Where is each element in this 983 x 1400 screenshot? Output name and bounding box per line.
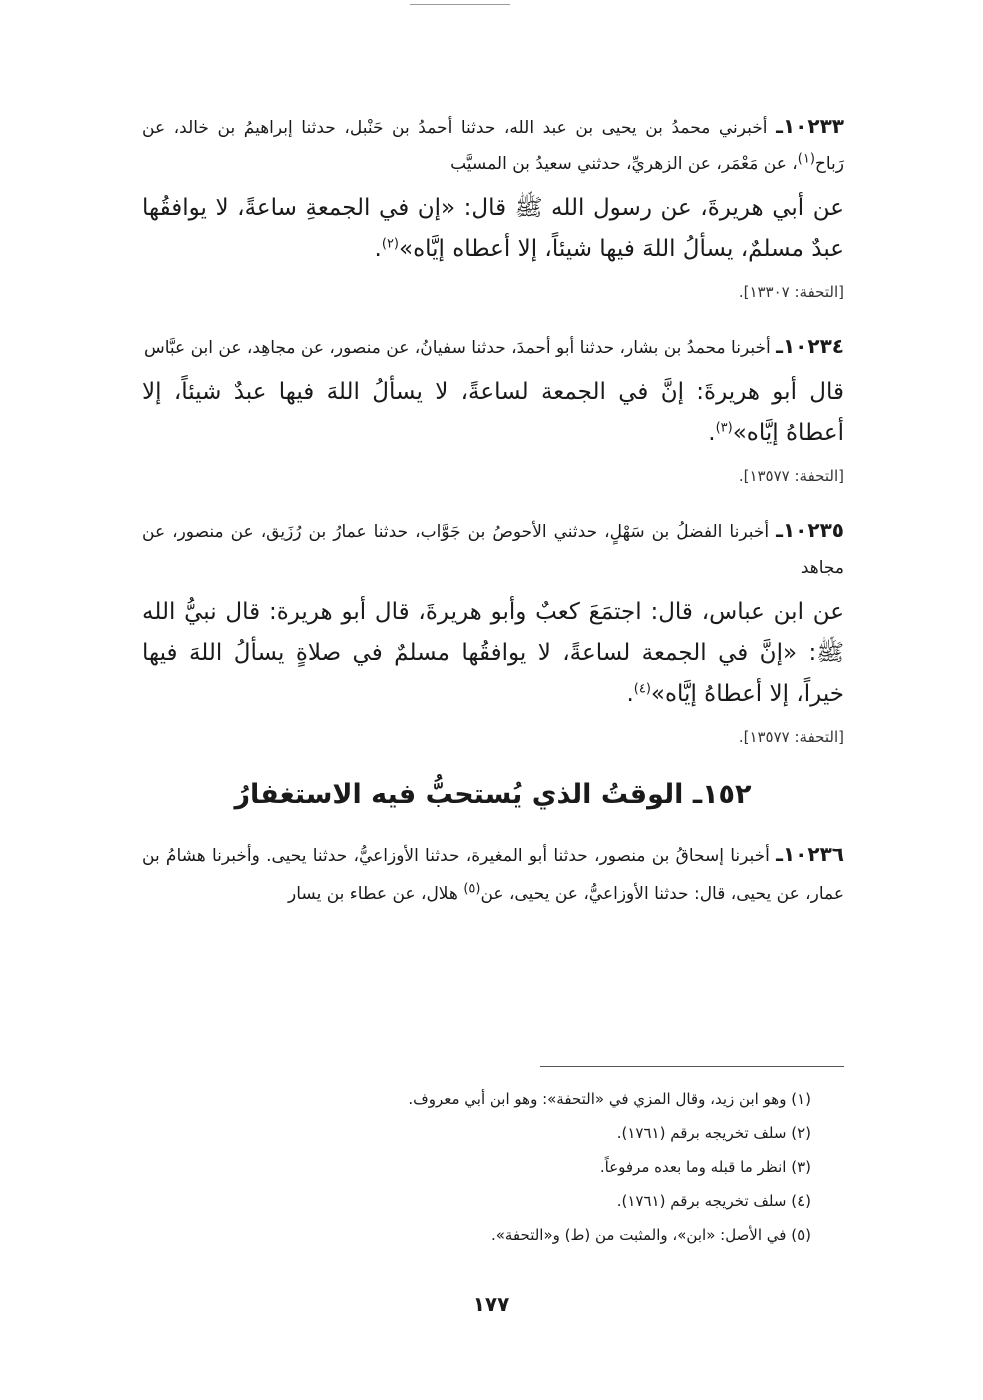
hadith-matn: عن ابن عباس، قال: اجتمَعَ كعبٌ وأبو هريرةَ، قال أبو هريرة: قال نبيُّ الله ﷺ: «إنَّ في الجمعة لساعةً، لا يوافقُها مسلمٌ في صلاةٍ يسألُ اللهَ فيها خيراً، إلا أعطاهُ إيَّاه»$^{(٤)}$. bbox=[142, 599, 844, 707]
matn-text: عن أبي هريرةَ، عن رسول الله ﷺ قال: «إن في الجمعةِ ساعةً، لا يوافقُها عبدٌ مسلمٌ، يسألُ اللهَ فيها شيئاً، إلا أعطاه إيَّاه» bbox=[142, 195, 844, 262]
hadith-matn: قال أبو هريرةَ: إنَّ في الجمعة لساعةً، لا يسألُ اللهَ فيها عبدٌ شيئاً، إلا أعطاهُ إيَّاه»$^{(٣)}$. bbox=[142, 379, 844, 446]
footnote-ref[interactable]: (٣) bbox=[715, 420, 733, 436]
footnote-ref[interactable]: (٤) bbox=[633, 681, 651, 697]
hadith-number: ١٠٢٣٦ـ bbox=[776, 842, 844, 866]
hadith-10236 bbox=[142, 835, 844, 913]
hadith-matn: عن أبي هريرةَ، عن رسول الله ﷺ قال: «إن في الجمعةِ ساعةً، لا يوافقُها عبدٌ مسلمٌ، يسألُ اللهَ فيها شيئاً، إلا أعطاه إيَّاه»$^{(٢)}$. bbox=[142, 195, 844, 262]
matn-text: عن ابن عباس، قال: اجتمَعَ كعبٌ وأبو هريرةَ، قال أبو هريرة: قال نبيُّ الله ﷺ: «إنَّ في الجمعة لساعةً، لا يوافقُها مسلمٌ في صلاةٍ يسألُ اللهَ فيها خيراً، إلا أعطاهُ إيَّاه» bbox=[142, 599, 844, 707]
chain-text-continued: ، عن مَعْمَر، عن الزهريِّ، حدثني سعيدُ بن المسيَّب bbox=[450, 154, 798, 174]
page-body bbox=[142, 108, 844, 913]
top-edge-rule bbox=[410, 4, 510, 5]
tuhfa-reference: [التحفة: ١٣٣٠٧]. bbox=[738, 283, 844, 301]
footnote-ref[interactable]: (٢) bbox=[381, 236, 399, 252]
matn-text: قال أبو هريرةَ: إنَّ في الجمعة لساعةً، لا يسألُ اللهَ فيها عبدٌ شيئاً، إلا أعطاهُ إيَّاه» bbox=[142, 379, 844, 446]
footnote-ref[interactable]: (١) bbox=[797, 151, 815, 167]
footnote-item: (١) وهو ابن زيد، وقال المزي في «التحفة»: وهو ابن أبي معروف. bbox=[408, 1090, 811, 1108]
tuhfa-reference: [التحفة: ١٣٥٧٧]. bbox=[738, 728, 844, 746]
footnote-separator bbox=[540, 1066, 844, 1067]
footnote-item: (٣) انظر ما قبله وما بعده مرفوعاً. bbox=[599, 1158, 811, 1176]
hadith-chain bbox=[142, 835, 844, 913]
chain-text: أخبرني محمدُ بن يحيى بن عبد الله، حدثنا أحمدُ بن حَنْبل، حدثنا إبراهيمُ بن خالد، عن رَباح bbox=[142, 118, 844, 174]
footnotes-list bbox=[291, 1082, 811, 1252]
footnote-item: (٢) سلف تخريجه برقم (١٧٦١). bbox=[616, 1124, 811, 1142]
chain-text-continued: هلال، عن عطاء بن يسار bbox=[288, 884, 464, 904]
chain-text: أخبرنا إسحاقُ بن منصور، حدثنا أبو المغيرة، حدثنا الأوزاعيُّ، حدثنا يحيى. وأخبرنا هشامُ بن عمار، عن يحيى، قال: حدثنا الأوزاعيُّ، عن يحيى، عن bbox=[142, 846, 844, 904]
footnote-item: (٥) في الأصل: «ابن»، والمثبت من (ط) و«التحفة». bbox=[490, 1226, 811, 1244]
hadith-10234 bbox=[142, 328, 844, 488]
page-number: ١٧٧ bbox=[472, 1292, 510, 1316]
hadith-10235 bbox=[142, 512, 844, 749]
hadith-number: ١٠٢٣٤ـ bbox=[776, 334, 844, 358]
chapter-title: ١٥٢ـ الوقتُ الذي يُستحبُّ فيه الاستغفارُ bbox=[234, 779, 752, 810]
chain-text: أخبرنا الفضلُ بن سَهْلٍ، حدثني الأحوصُ بن جَوَّاب، حدثنا عمارُ بن رُزَيق، عن منصور، عن مجاهد bbox=[142, 522, 844, 578]
footnote-item: (٤) سلف تخريجه برقم (١٧٦١). bbox=[616, 1192, 811, 1210]
hadith-chain bbox=[142, 108, 844, 182]
hadith-10233 bbox=[142, 108, 844, 304]
chain-text: أخبرنا محمدُ بن بشار، حدثنا أبو أحمدَ، حدثنا سفيانُ، عن منصور، عن مجاهِد، عن ابن عبَّاس bbox=[143, 338, 771, 358]
tuhfa-reference: [التحفة: ١٣٥٧٧]. bbox=[738, 467, 844, 485]
hadith-number: ١٠٢٣٥ـ bbox=[776, 518, 845, 542]
hadith-chain bbox=[142, 512, 844, 586]
footnote-ref[interactable]: (٥) bbox=[463, 881, 481, 897]
hadith-number: ١٠٢٣٣ـ bbox=[776, 114, 844, 138]
hadith-chain bbox=[142, 328, 844, 366]
